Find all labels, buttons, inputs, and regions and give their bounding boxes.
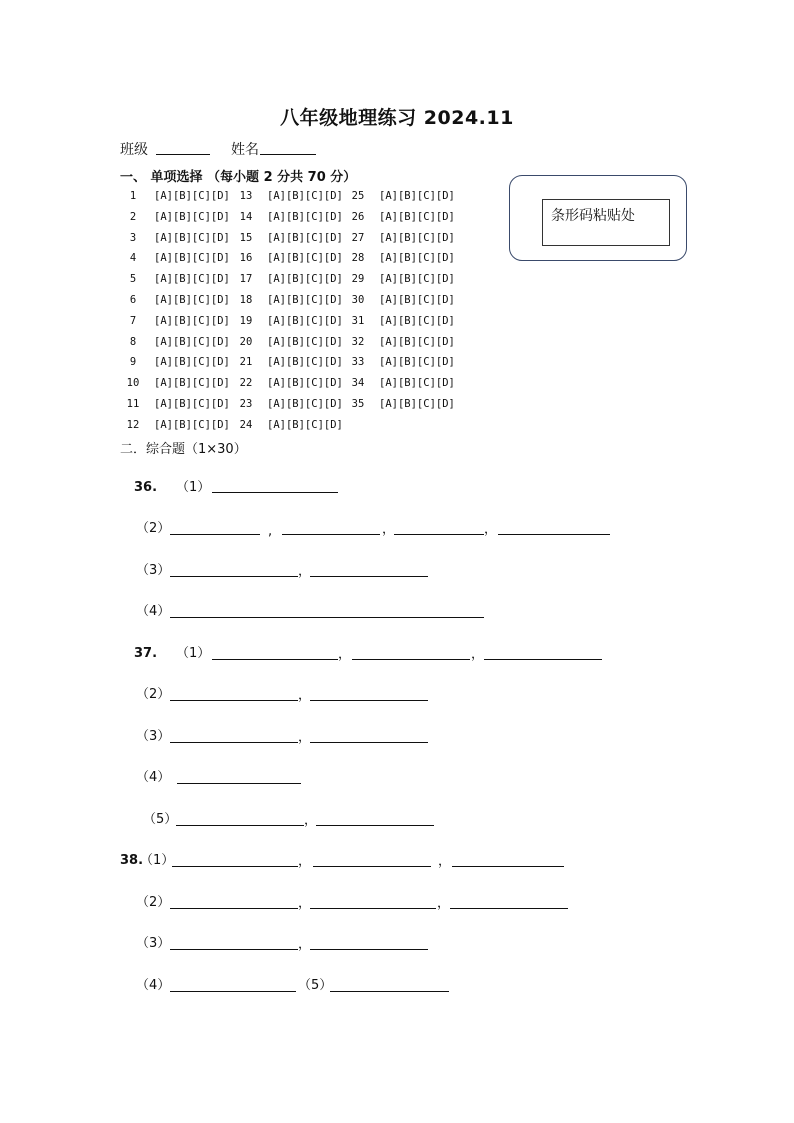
mc-answer-options[interactable]: [A][B][C][D] [379,335,455,348]
q37-part5-label: （5） [143,812,178,827]
q36-number: 36. [134,480,158,495]
mc-answer-options[interactable]: [A][B][C][D] [154,356,230,369]
q38-part1-label: （1） [140,853,175,868]
q38-part2-blank-c[interactable] [450,908,568,909]
mc-question-number: 33 [351,356,365,369]
mc-answer-options[interactable]: [A][B][C][D] [154,231,230,244]
q38-part3-blank-a[interactable] [170,949,298,950]
mc-answer-options[interactable]: [A][B][C][D] [379,314,455,327]
q37-part2-label: （2） [136,687,171,702]
page-title: 八年级地理练习 2024.11 [280,107,514,129]
mc-answer-options[interactable]: [A][B][C][D] [267,418,343,431]
mc-question-number: 24 [239,418,253,431]
q38-part1-blank-c[interactable] [452,866,564,867]
comma: ， [438,854,452,869]
q38-part2-blank-a[interactable] [170,908,298,909]
mc-question-number: 29 [351,273,365,286]
q36-part3-blank-b[interactable] [310,576,428,577]
mc-answer-options[interactable]: [A][B][C][D] [267,190,343,202]
q38-part1-blank-b[interactable] [313,866,431,867]
mc-question-number: 9 [129,356,137,369]
q36-part4-label: （4） [136,604,171,619]
mc-question-number: 7 [129,314,137,327]
q36-part2-blank-b[interactable] [282,534,380,535]
q37-part1-blank-c[interactable] [484,659,602,660]
mc-question-number: 6 [129,294,137,306]
q36-part2-blank-d[interactable] [498,534,610,535]
name-label: 姓名 [231,142,259,158]
comma: ， [382,522,396,537]
mc-question-number: 30 [351,294,365,306]
mc-answer-options[interactable]: [A][B][C][D] [267,210,343,223]
mc-answer-options[interactable]: [A][B][C][D] [154,210,230,223]
mc-answer-options[interactable]: [A][B][C][D] [267,356,343,369]
comma: ， [298,564,312,579]
mc-answer-options[interactable]: [A][B][C][D] [267,314,343,327]
mc-question-number: 16 [239,252,253,265]
comma: , [268,524,273,539]
q37-part5-blank-a[interactable] [176,825,304,826]
mc-answer-options[interactable]: [A][B][C][D] [379,294,455,306]
mc-question-number: 21 [239,356,253,369]
q37-part1-blank-a[interactable] [212,659,338,660]
q36-part1-label: （1） [176,480,211,495]
mc-answer-options[interactable]: [A][B][C][D] [154,314,230,327]
mc-answer-options[interactable]: [A][B][C][D] [379,210,455,223]
mc-question-number: 3 [129,231,137,244]
q38-part3-label: （3） [136,936,171,951]
comma: ， [298,937,312,952]
mc-answer-options[interactable]: [A][B][C][D] [379,252,455,265]
q38-part4-label: （4） [136,978,171,993]
q37-part3-label: （3） [136,729,171,744]
mc-answer-options[interactable]: [A][B][C][D] [267,377,343,390]
q37-part5-blank-b[interactable] [316,825,434,826]
q38-part1-blank-a[interactable] [172,866,298,867]
mc-question-number: 22 [239,377,253,390]
mc-answer-options[interactable]: [A][B][C][D] [267,398,343,410]
q36-part2-label: （2） [136,521,171,536]
q37-part1-blank-b[interactable] [352,659,470,660]
q37-part4-label: （4） [136,770,171,785]
mc-answer-options[interactable]: [A][B][C][D] [267,231,343,244]
q38-part2-blank-b[interactable] [310,908,436,909]
comma: ， [304,813,318,828]
mc-answer-options[interactable]: [A][B][C][D] [379,356,455,369]
q38-part2-label: （2） [136,895,171,910]
mc-question-number: 10 [126,377,140,390]
mc-answer-options[interactable]: [A][B][C][D] [154,398,230,410]
q38-part3-blank-b[interactable] [310,949,428,950]
q36-part2-blank-a[interactable] [170,534,260,535]
q38-number: 38. [120,853,144,868]
q37-part3-blank-b[interactable] [310,742,428,743]
q36-part3-label: （3） [136,563,171,578]
class-label: 班级 [120,142,148,158]
mc-answer-options[interactable]: [A][B][C][D] [154,418,230,431]
mc-answer-options[interactable]: [A][B][C][D] [379,398,455,410]
mc-question-number: 32 [351,335,365,348]
q36-part1-blank[interactable] [212,492,338,493]
mc-question-number: 20 [239,335,253,348]
mc-question-number: 1 [129,190,137,202]
comma: ， [437,896,451,911]
mc-question-number: 15 [239,231,253,244]
q37-part2-blank-b[interactable] [310,700,428,701]
comma: ， [298,688,312,703]
comma: ， [298,896,312,911]
mc-question-number: 25 [351,190,365,202]
mc-question-number: 8 [129,335,137,348]
q37-number: 37. [134,646,158,661]
mc-question-number: 17 [239,273,253,286]
mc-question-number: 2 [129,210,137,223]
q38-part4-blank[interactable] [170,991,296,992]
comma: ， [338,647,352,662]
mc-answer-options[interactable]: [A][B][C][D] [267,273,343,286]
mc-answer-options[interactable]: [A][B][C][D] [154,377,230,390]
mc-question-number: 28 [351,252,365,265]
name-field[interactable] [260,154,316,155]
mc-answer-options[interactable]: [A][B][C][D] [379,190,455,202]
q36-part4-blank[interactable] [170,617,484,618]
mc-answer-options[interactable]: [A][B][C][D] [154,294,230,306]
comma: ， [471,647,485,662]
mc-question-number: 34 [351,377,365,390]
mc-answer-options[interactable]: [A][B][C][D] [267,252,343,265]
mc-question-number: 26 [351,210,365,223]
q36-part2-blank-c[interactable] [394,534,484,535]
mc-question-number: 23 [239,398,253,410]
q37-part4-blank[interactable] [177,783,301,784]
section1-heading: 一、 单项选择 （每小题 2 分共 70 分） [120,170,357,185]
mc-question-number: 18 [239,294,253,306]
mc-question-number: 31 [351,314,365,327]
mc-answer-options[interactable]: [A][B][C][D] [154,335,230,348]
mc-answer-options[interactable]: [A][B][C][D] [267,294,343,306]
mc-answer-options[interactable]: [A][B][C][D] [379,273,455,286]
mc-question-number: 19 [239,314,253,327]
mc-question-number: 13 [239,190,253,202]
mc-question-number: 35 [351,398,365,410]
mc-answer-options[interactable]: [A][B][C][D] [267,335,343,348]
q37-part3-blank-a[interactable] [170,742,298,743]
q37-part1-label: （1） [176,646,211,661]
section2-heading: 二．综合题（1×30） [120,442,247,457]
mc-question-number: 27 [351,231,365,244]
mc-answer-options[interactable]: [A][B][C][D] [154,273,230,286]
mc-answer-options[interactable]: [A][B][C][D] [154,190,230,202]
q38-part5-label: （5） [298,978,333,993]
mc-question-number: 12 [126,418,140,431]
mc-question-number: 5 [129,273,137,286]
mc-question-number: 14 [239,210,253,223]
barcode-label: 条形码粘贴处 [551,208,635,224]
class-field[interactable] [156,154,210,155]
mc-answer-options[interactable]: [A][B][C][D] [154,252,230,265]
mc-answer-options[interactable]: [A][B][C][D] [379,377,455,390]
comma: ， [484,522,498,537]
mc-question-number: 11 [126,398,140,410]
q38-part5-blank[interactable] [330,991,449,992]
q37-part2-blank-a[interactable] [170,700,298,701]
mc-answer-options[interactable]: [A][B][C][D] [379,231,455,244]
comma: ， [298,854,312,869]
mc-question-number: 4 [129,252,137,265]
q36-part3-blank-a[interactable] [170,576,298,577]
comma: ， [298,730,312,745]
